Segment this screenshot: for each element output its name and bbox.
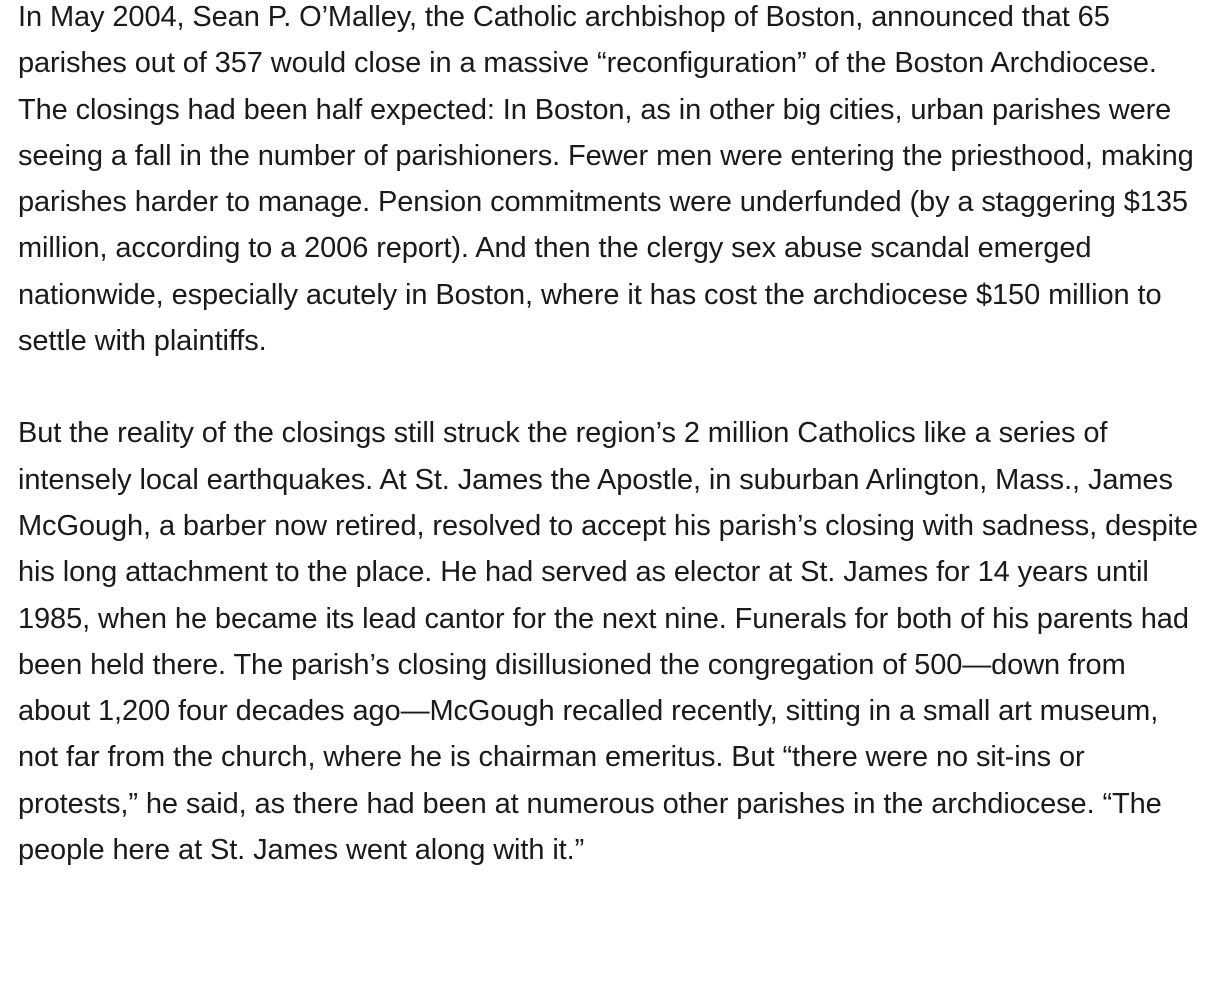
- article-paragraph: But the reality of the closings still struck the region’s 2 million Catholics like a series of intensely local earthquakes. At St. James the Apostle, in suburban Arlington, Mass., James McGough, a barber now retired, resolved to accept his parish’s closing with sadness, despite his long attachment to the place. He had served as elector at St. James for 14 years until 1985, when he became its lead cantor for the next nine. Funerals for both of his parents had been held there. The parish’s closing disillusioned the congregation of 500—down from about 1,200 four decades ago—McGough recalled recently, sitting in a small art museum, not far from the church, where he is chairman emeritus. But “there were no sit-ins or protests,” he said, as there had been at numerous other parishes in the archdiocese. “The people here at St. James went along with it.”: [18, 417, 1198, 867]
- article-body: [18, 0, 1198, 873]
- article-paragraph: In May 2004, Sean P. O’Malley, the Catholic archbishop of Boston, announced that 65 parishes out of 357 would close in a massive “reconfiguration” of the Boston Archdiocese. The closings had been half expected: In Boston, as in other big cities, urban parishes were seeing a fall in the number of parishioners. Fewer men were entering the priesthood, making parishes harder to manage. Pension commitments were underfunded (by a staggering $135 million, according to a 2006 report). And then the clergy sex abuse scandal emerged nationwide, especially acutely in Boston, where it has cost the archdiocese $150 million to settle with plaintiffs.: [18, 1, 1194, 358]
